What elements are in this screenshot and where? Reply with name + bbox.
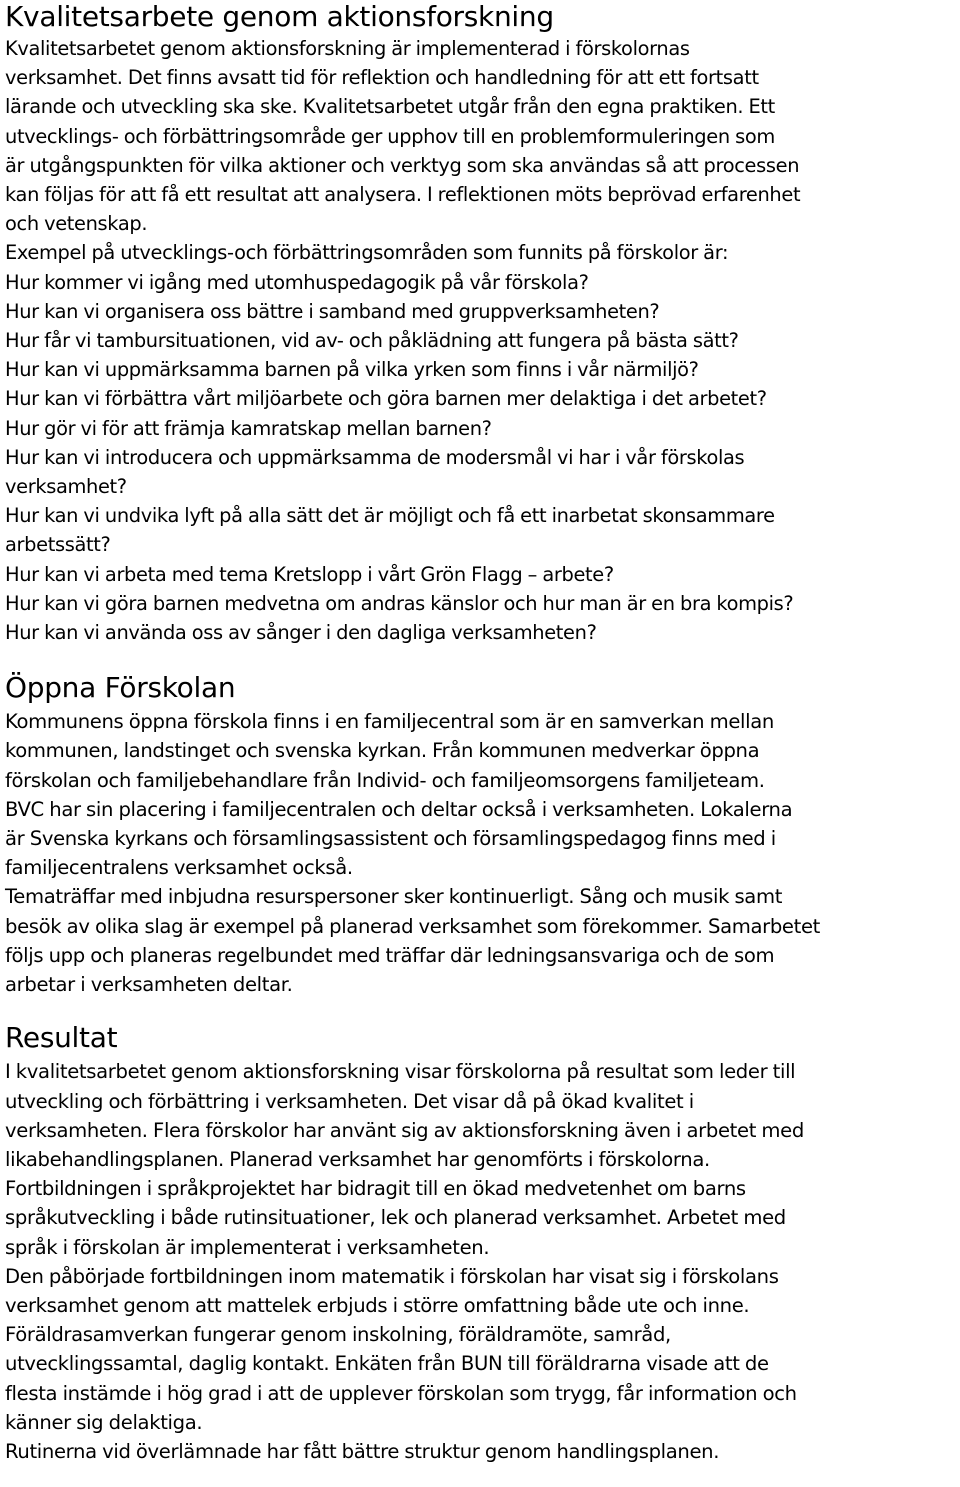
text-line: BVC har sin placering i familjecentralen och deltar också i verksamheten. Lokalerna [5,797,793,821]
document-page [5,0,960,1466]
text-line: kan följas för att få ett resultat att analysera. I reflektionen möts beprövad erfarenhet [5,183,801,207]
text-line: I kvalitetsarbetet genom aktionsforskning visar förskolorna på resultat som leder till [5,1060,796,1084]
section-heading: Kvalitetsarbete genom aktionsforskning [5,0,554,33]
text-line: Fortbildningen i språkprojektet har bidragit till en ökad medvetenhet om barns [5,1177,746,1201]
text-line: Kvalitetsarbetet genom aktionsforskning är implementerad i förskolornas [5,37,690,60]
text-line: familjecentralens verksamhet också. [5,856,353,880]
text-line: förskolan och familjebehandlare från Individ- och familjeomsorgens familjeteam. [5,768,765,792]
question-line: Hur kan vi introducera och uppmärksamma de modersmål vi har i vår förskolas [5,445,745,469]
question-line: Hur kan vi uppmärksamma barnen på vilka yrken som finns i vår närmiljö? [5,358,699,382]
question-line: Hur kan vi använda oss av sånger i den dagliga verksamheten? [5,621,597,645]
text-line: utvecklings- och förbättringsområde ger upphov till en problemformuleringen som [5,124,775,148]
section-heading: Öppna Förskolan [5,671,236,705]
question-line: Hur kan vi undvika lyft på alla sätt det är möjligt och få ett inarbetat skonsammare [5,504,775,528]
text-line: lärande och utveckling ska ske. Kvalitetsarbetet utgår från den egna praktiken. Ett [5,95,775,119]
question-line: Hur kommer vi igång med utomhuspedagogik på vår förskola? [5,270,589,294]
text-line: språkutveckling i både rutinsituationer, lek och planerad verksamhet. Arbetet med [5,1206,786,1230]
section-kvalitetsarbete [5,0,960,647]
text-line: följs upp och planeras regelbundet med träffar där ledningsansvariga och de som [5,943,775,967]
question-line: Hur kan vi förbättra vårt miljöarbete och göra barnen mer delaktiga i det arbetet? [5,387,767,411]
text-line: och vetenskap. [5,212,148,236]
section-resultat [5,1021,960,1466]
section-body [5,707,960,999]
text-line: Rutinerna vid överlämnade har fått bättre struktur genom handlingsplanen. [5,1439,720,1463]
question-line: Hur kan vi organisera oss bättre i samband med gruppverksamheten? [5,299,660,323]
text-line: Tematräffar med inbjudna resurspersoner sker kontinuerligt. Sång och musik samt [5,885,783,909]
section-body [5,1057,960,1466]
text-line: verksamhet genom att mattelek erbjuds i större omfattning både ute och inne. [5,1293,750,1317]
section-body [5,34,960,647]
question-line: Hur kan vi arbeta med tema Kretslopp i vårt Grön Flagg – arbete? [5,562,614,586]
text-line: Exempel på utvecklings-och förbättringsområden som funnits på förskolor är: [5,241,729,265]
text-line: Föräldrasamverkan fungerar genom inskolning, föräldramöte, samråd, [5,1323,671,1347]
text-line: utveckling och förbättring i verksamheten. Det visar då på ökad kvalitet i [5,1089,694,1113]
text-line: kommunen, landstinget och svenska kyrkan. Från kommunen medverkar öppna [5,739,760,763]
text-line: är Svenska kyrkans och församlingsassistent och församlingspedagog finns med i [5,827,776,851]
text-line: är utgångspunkten för vilka aktioner och verktyg som ska användas så att processen [5,153,800,177]
text-line: arbetar i verksamheten deltar. [5,973,293,997]
question-line: Hur får vi tambursituationen, vid av- och påklädning att fungera på bästa sätt? [5,329,739,353]
text-line: verksamhet. Det finns avsatt tid för reflektion och handledning för att ett fortsatt [5,66,759,90]
question-line: Hur kan vi göra barnen medvetna om andras känslor och hur man är en bra kompis? [5,591,794,615]
text-line: känner sig delaktiga. [5,1410,203,1434]
text-line: flesta instämde i hög grad i att de upplever förskolan som trygg, får information och [5,1381,797,1405]
text-line: likabehandlingsplanen. Planerad verksamhet har genomförts i förskolorna. [5,1147,710,1171]
question-line: arbetssätt? [5,533,111,557]
section-heading: Resultat [5,1021,118,1055]
text-line: Den påbörjade fortbildningen inom matematik i förskolan har visat sig i förskolans [5,1264,779,1288]
section-oppna-forskolan [5,671,960,999]
question-line: verksamhet? [5,475,127,499]
text-line: Kommunens öppna förskola finns i en familjecentral som är en samverkan mellan [5,710,774,734]
text-line: språk i förskolan är implementerat i verksamheten. [5,1235,490,1259]
text-line: besök av olika slag är exempel på planerad verksamhet som förekommer. Samarbetet [5,914,820,938]
question-line: Hur gör vi för att främja kamratskap mellan barnen? [5,416,492,440]
text-line: verksamheten. Flera förskolor har använt sig av aktionsforskning även i arbetet med [5,1118,804,1142]
text-line: utvecklingssamtal, daglig kontakt. Enkäten från BUN till föräldrarna visade att de [5,1352,769,1376]
